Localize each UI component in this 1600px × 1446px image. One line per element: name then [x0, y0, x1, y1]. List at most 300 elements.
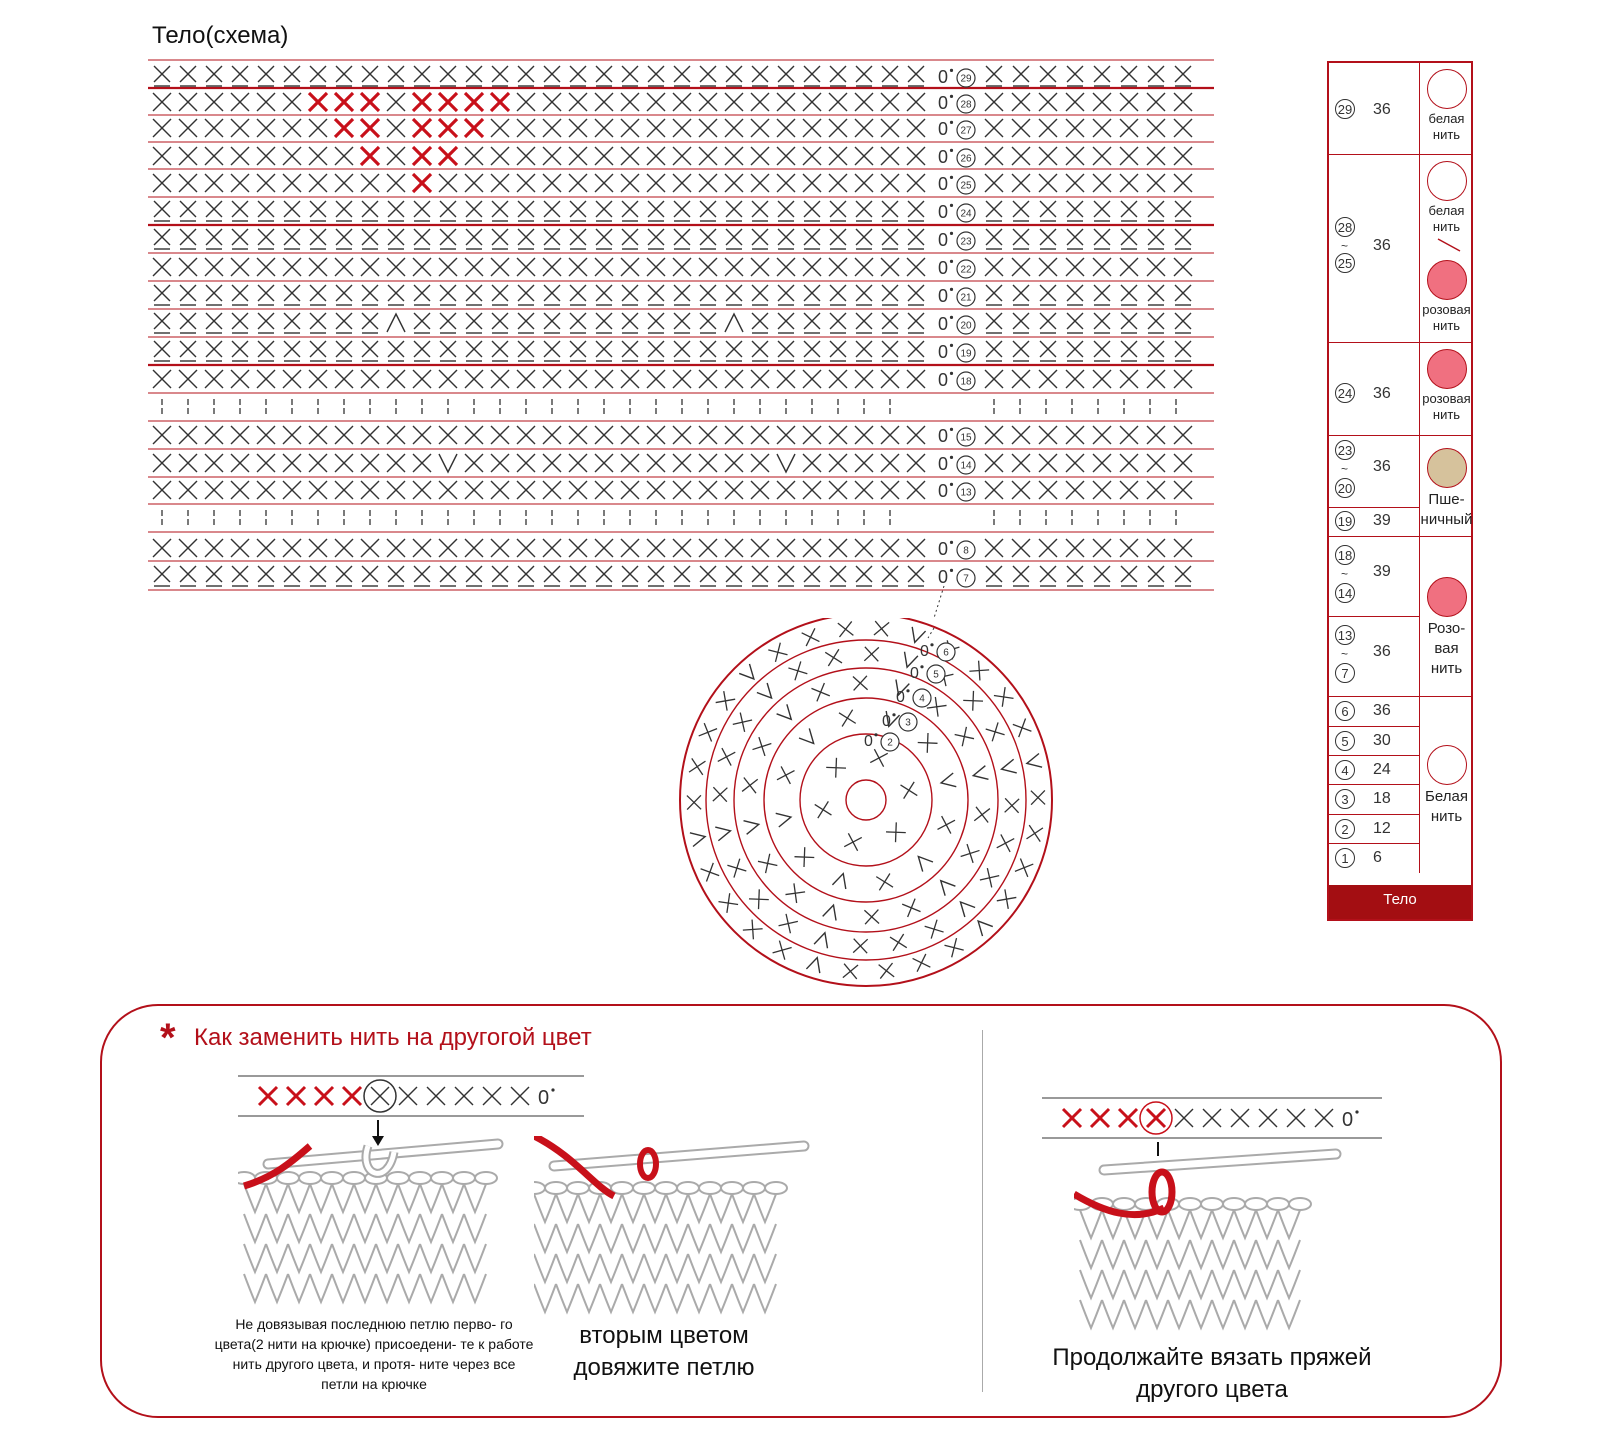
x-stitch-back-loop-icon: [258, 285, 274, 305]
x-stitch-icon: [153, 119, 171, 137]
x-stitch-back-loop-icon: [700, 229, 716, 249]
x-stitch-icon: [309, 174, 327, 192]
x-stitch-icon: [517, 119, 535, 137]
x-stitch-back-loop-icon: [414, 285, 430, 305]
pink-yarn-swatch: [1427, 577, 1467, 617]
x-stitch-icon: [907, 174, 925, 192]
x-stitch-icon: [153, 370, 171, 388]
x-stitch-icon: [511, 1087, 529, 1105]
x-stitch-back-loop-icon: [284, 341, 300, 361]
x-stitch-back-loop-icon: [778, 341, 794, 361]
x-stitch-icon: [881, 370, 899, 388]
x-stitch-icon: [283, 93, 301, 111]
x-stitch-back-loop-icon: [388, 341, 404, 361]
x-stitch-icon: [427, 1087, 445, 1105]
x-stitch-icon: [569, 174, 587, 192]
x-stitch-icon: [595, 174, 613, 192]
x-stitch-back-loop-icon: [544, 66, 560, 86]
x-stitch-icon: [1174, 147, 1192, 165]
row-number: [913, 689, 931, 707]
stitch-count: 24: [1373, 761, 1391, 778]
x-stitch-icon: [777, 370, 795, 388]
lambda-decrease-icon: [725, 314, 743, 332]
x-stitch-icon: [855, 481, 873, 499]
x-stitch-icon: [205, 93, 223, 111]
x-stitch-back-loop-icon: [362, 201, 378, 221]
x-stitch-back-loop-icon: [570, 285, 586, 305]
x-stitch-icon: [621, 426, 639, 444]
x-stitch-icon: [811, 683, 829, 701]
x-stitch-icon: [1039, 258, 1057, 276]
x-stitch-back-loop-icon: [232, 313, 248, 333]
x-stitch-icon: [205, 454, 223, 472]
x-stitch-icon: [1093, 426, 1111, 444]
x-stitch-icon: [335, 481, 353, 499]
x-stitch-icon: [231, 258, 249, 276]
x-stitch-back-loop-icon: [830, 229, 846, 249]
x-stitch-back-loop-icon: [674, 313, 690, 333]
legend-table: [1327, 61, 1473, 921]
v-increase-icon: [799, 728, 819, 748]
x-stitch-back-loop-icon: [258, 566, 274, 586]
x-stitch-back-loop-icon: [388, 229, 404, 249]
v-increase-icon: [832, 871, 850, 889]
chain-start-icon: 0: [920, 643, 929, 660]
x-stitch-icon: [1066, 481, 1084, 499]
x-stitch-icon: [673, 539, 691, 557]
x-stitch-back-loop-icon: [596, 229, 612, 249]
x-stitch-icon: [153, 93, 171, 111]
x-stitch-icon: [517, 426, 535, 444]
v-increase-icon: [955, 897, 975, 917]
x-stitch-back-loop-icon: [752, 229, 768, 249]
x-stitch-icon: [231, 481, 249, 499]
x-stitch-icon: [718, 893, 738, 913]
range-tilde: ~: [1341, 647, 1349, 661]
x-stitch-icon: [881, 119, 899, 137]
chain-start-icon: 0: [938, 230, 949, 250]
x-stitch-icon: [465, 370, 483, 388]
x-stitch-icon: [777, 93, 795, 111]
x-stitch-icon: [985, 147, 1003, 165]
x-stitch-icon: [621, 93, 639, 111]
svg-text:5: 5: [933, 669, 939, 681]
x-stitch-back-loop-icon: [1040, 201, 1056, 221]
x-stitch-icon: [595, 481, 613, 499]
x-stitch-back-loop-icon: [544, 201, 560, 221]
x-stitch-back-loop-icon: [830, 341, 846, 361]
x-stitch-back-loop-icon: [206, 201, 222, 221]
v-increase-icon: [972, 766, 989, 783]
round-number: 29: [1335, 99, 1355, 119]
x-stitch-back-loop-icon: [700, 285, 716, 305]
x-stitch-back-loop-icon: [414, 201, 430, 221]
x-stitch-icon: [855, 93, 873, 111]
chain-start-icon: 0: [938, 67, 949, 87]
x-stitch-icon: [483, 1087, 501, 1105]
x-stitch-back-loop-icon: [1121, 566, 1137, 586]
x-stitch-icon: [205, 539, 223, 557]
chain-start-icon: 0: [938, 258, 949, 278]
x-stitch-back-loop-icon: [518, 201, 534, 221]
x-stitch-icon: [829, 426, 847, 444]
x-stitch-icon: [1120, 481, 1138, 499]
x-stitch-back-loop-icon: [466, 285, 482, 305]
x-stitch-icon: [879, 963, 895, 979]
x-stitch-icon: [413, 539, 431, 557]
x-stitch-back-loop-icon: [388, 66, 404, 86]
x-stitch-icon: [725, 539, 743, 557]
x-stitch-back-loop-icon: [1148, 66, 1164, 86]
x-stitch-back-loop-icon: [1094, 201, 1110, 221]
x-stitch-icon: [179, 258, 197, 276]
x-stitch-back-loop-icon: [310, 285, 326, 305]
x-stitch-back-loop-icon: [700, 66, 716, 86]
x-stitch-back-loop-icon: [570, 66, 586, 86]
x-stitch-back-loop-icon: [1067, 313, 1083, 333]
yarn-label: Розо- вая нить: [1427, 620, 1466, 677]
x-stitch-back-loop-icon: [1121, 201, 1137, 221]
x-stitch-icon: [777, 119, 795, 137]
x-stitch-icon: [335, 454, 353, 472]
x-stitch-back-loop-icon: [726, 285, 742, 305]
x-stitch-back-loop-icon: [830, 201, 846, 221]
red-x-stitch-icon: [335, 93, 353, 111]
x-stitch-back-loop-icon: [1175, 285, 1191, 305]
x-stitch-icon: [465, 426, 483, 444]
x-stitch-icon: [257, 119, 275, 137]
row-number: [957, 95, 975, 113]
x-stitch-icon: [1039, 539, 1057, 557]
x-stitch-back-loop-icon: [1067, 341, 1083, 361]
x-stitch-icon: [621, 258, 639, 276]
white-yarn-swatch: [1427, 161, 1467, 201]
range-tilde: ~: [1341, 239, 1349, 253]
x-stitch-icon: [855, 426, 873, 444]
x-stitch-back-loop-icon: [492, 285, 508, 305]
x-stitch-icon: [465, 147, 483, 165]
x-stitch-icon: [913, 954, 931, 972]
stitch-count: 39: [1373, 512, 1391, 529]
x-stitch-icon: [517, 481, 535, 499]
x-stitch-icon: [1147, 119, 1165, 137]
x-stitch-icon: [876, 874, 893, 891]
x-stitch-icon: [621, 174, 639, 192]
x-stitch-icon: [1012, 370, 1030, 388]
x-stitch-icon: [179, 174, 197, 192]
x-stitch-icon: [647, 119, 665, 137]
v-increase-icon: [739, 664, 759, 684]
x-stitch-back-loop-icon: [986, 566, 1002, 586]
x-stitch-icon: [335, 258, 353, 276]
x-stitch-icon: [543, 454, 561, 472]
chart-row-24: [154, 201, 1191, 222]
svg-text:3: 3: [905, 717, 911, 729]
round-number: 23: [1335, 440, 1355, 460]
x-stitch-back-loop-icon: [596, 285, 612, 305]
x-stitch-back-loop-icon: [362, 285, 378, 305]
x-stitch-back-loop-icon: [908, 66, 924, 86]
x-stitch-icon: [491, 119, 509, 137]
x-stitch-icon: [751, 258, 769, 276]
x-stitch-icon: [179, 454, 197, 472]
x-stitch-back-loop-icon: [648, 201, 664, 221]
x-stitch-icon: [907, 454, 925, 472]
x-stitch-icon: [689, 758, 705, 774]
x-stitch-icon: [673, 119, 691, 137]
x-stitch-icon: [777, 539, 795, 557]
x-stitch-back-loop-icon: [180, 566, 196, 586]
x-stitch-icon: [361, 174, 379, 192]
x-stitch-icon: [945, 938, 964, 957]
x-stitch-icon: [985, 119, 1003, 137]
x-stitch-back-loop-icon: [1094, 566, 1110, 586]
x-stitch-back-loop-icon: [804, 66, 820, 86]
x-stitch-icon: [387, 258, 405, 276]
x-stitch-icon: [309, 426, 327, 444]
x-stitch-back-loop-icon: [362, 66, 378, 86]
x-stitch-icon: [742, 778, 758, 794]
x-stitch-icon: [283, 147, 301, 165]
x-stitch-icon: [725, 426, 743, 444]
x-stitch-icon: [1093, 174, 1111, 192]
x-stitch-icon: [569, 539, 587, 557]
x-stitch-icon: [491, 370, 509, 388]
x-stitch-icon: [997, 889, 1017, 909]
x-stitch-icon: [855, 454, 873, 472]
x-stitch-back-loop-icon: [258, 201, 274, 221]
x-stitch-icon: [699, 723, 717, 741]
x-stitch-back-loop-icon: [882, 285, 898, 305]
x-stitch-icon: [387, 426, 405, 444]
red-x-stitch-icon: [309, 93, 327, 111]
yarn-cell: [1419, 537, 1473, 697]
x-stitch-icon: [1066, 426, 1084, 444]
x-stitch-back-loop-icon: [726, 66, 742, 86]
x-stitch-back-loop-icon: [596, 341, 612, 361]
x-stitch-back-loop-icon: [336, 313, 352, 333]
x-stitch-icon: [455, 1087, 473, 1105]
legend-row: [1329, 63, 1419, 155]
x-stitch-back-loop-icon: [180, 201, 196, 221]
row-number: [957, 204, 975, 222]
x-stitch-icon: [1120, 119, 1138, 137]
x-stitch-back-loop-icon: [336, 201, 352, 221]
x-stitch-icon: [673, 93, 691, 111]
x-stitch-back-loop-icon: [752, 341, 768, 361]
x-stitch-icon: [569, 454, 587, 472]
x-stitch-icon: [902, 899, 920, 917]
x-stitch-icon: [1093, 454, 1111, 472]
red-x-stitch-icon: [439, 119, 457, 137]
panel-divider: [982, 1030, 983, 1392]
x-stitch-back-loop-icon: [284, 285, 300, 305]
x-stitch-back-loop-icon: [336, 566, 352, 586]
v-increase-icon: [823, 903, 841, 921]
x-stitch-icon: [439, 174, 457, 192]
x-stitch-back-loop-icon: [986, 285, 1002, 305]
round-ring: [734, 668, 998, 932]
x-stitch-icon: [413, 370, 431, 388]
x-stitch-icon: [387, 119, 405, 137]
x-stitch-back-loop-icon: [310, 313, 326, 333]
x-stitch-back-loop-icon: [830, 313, 846, 333]
round-number: 14: [1335, 583, 1355, 603]
svg-text:25: 25: [960, 180, 972, 192]
x-stitch-icon: [874, 621, 889, 636]
x-stitch-icon: [1147, 147, 1165, 165]
step2-caption: вторым цветом довяжите петлю: [573, 1322, 755, 1381]
legend-row: [1329, 537, 1419, 617]
x-stitch-icon: [803, 119, 821, 137]
x-stitch-back-loop-icon: [1013, 66, 1029, 86]
x-stitch-back-loop-icon: [336, 285, 352, 305]
chart-row-14: [153, 454, 1192, 474]
x-stitch-icon: [283, 174, 301, 192]
x-stitch-icon: [725, 174, 743, 192]
x-stitch-icon: [725, 147, 743, 165]
x-stitch-back-loop-icon: [1067, 229, 1083, 249]
x-stitch-icon: [673, 147, 691, 165]
x-stitch-icon: [1174, 370, 1192, 388]
x-stitch-icon: [907, 147, 925, 165]
x-stitch-back-loop-icon: [206, 285, 222, 305]
v-increase-icon: [806, 956, 824, 974]
x-stitch-back-loop-icon: [778, 66, 794, 86]
stitch-count: 6: [1373, 849, 1382, 866]
yarn-cell: [1419, 63, 1473, 155]
red-x-stitch-icon: [287, 1087, 305, 1105]
x-stitch-icon: [283, 454, 301, 472]
x-stitch-icon: [870, 749, 888, 767]
x-stitch-icon: [231, 93, 249, 111]
x-stitch-icon: [918, 733, 938, 753]
x-stitch-back-loop-icon: [570, 566, 586, 586]
x-stitch-back-loop-icon: [310, 229, 326, 249]
svg-text:23: 23: [960, 236, 972, 248]
x-stitch-back-loop-icon: [492, 566, 508, 586]
x-stitch-icon: [491, 258, 509, 276]
x-stitch-back-loop-icon: [440, 201, 456, 221]
x-stitch-back-loop-icon: [258, 313, 274, 333]
chain-start-icon: 0: [938, 147, 949, 167]
x-stitch-back-loop-icon: [804, 229, 820, 249]
red-x-stitch-icon: [465, 93, 483, 111]
x-stitch-icon: [699, 539, 717, 557]
x-stitch-back-loop-icon: [362, 341, 378, 361]
x-stitch-back-loop-icon: [622, 341, 638, 361]
x-stitch-back-loop-icon: [284, 201, 300, 221]
x-stitch-icon: [881, 93, 899, 111]
x-stitch-icon: [361, 454, 379, 472]
x-stitch-icon: [1174, 174, 1192, 192]
x-stitch-back-loop-icon: [518, 313, 534, 333]
asterisk-icon: *: [160, 1016, 176, 1060]
x-stitch-back-loop-icon: [1040, 341, 1056, 361]
x-stitch-back-loop-icon: [492, 313, 508, 333]
x-stitch-icon: [907, 370, 925, 388]
x-stitch-back-loop-icon: [1148, 566, 1164, 586]
x-stitch-icon: [777, 426, 795, 444]
x-stitch-back-loop-icon: [492, 341, 508, 361]
svg-text:26: 26: [960, 153, 972, 165]
x-stitch-icon: [727, 859, 746, 878]
red-x-stitch-icon: [259, 1087, 277, 1105]
x-stitch-icon: [439, 539, 457, 557]
x-stitch-icon: [399, 1087, 417, 1105]
x-stitch-back-loop-icon: [466, 201, 482, 221]
x-stitch-icon: [1066, 119, 1084, 137]
x-stitch-icon: [283, 370, 301, 388]
x-stitch-icon: [371, 1087, 389, 1105]
x-stitch-back-loop-icon: [284, 566, 300, 586]
x-stitch-icon: [985, 174, 1003, 192]
x-stitch-icon: [387, 370, 405, 388]
stitch-count: 36: [1373, 458, 1391, 475]
x-stitch-icon: [231, 454, 249, 472]
x-stitch-back-loop-icon: [1013, 313, 1029, 333]
x-stitch-icon: [1259, 1109, 1277, 1127]
x-stitch-icon: [725, 93, 743, 111]
x-stitch-icon: [1147, 426, 1165, 444]
chart-row-19: [154, 341, 1191, 362]
x-stitch-back-loop-icon: [466, 566, 482, 586]
red-x-stitch-icon: [1063, 1109, 1081, 1127]
row-number: [899, 713, 917, 731]
x-stitch-icon: [881, 454, 899, 472]
x-stitch-icon: [491, 147, 509, 165]
x-stitch-icon: [699, 454, 717, 472]
x-stitch-back-loop-icon: [336, 341, 352, 361]
round-number: 1: [1335, 848, 1355, 868]
x-stitch-icon: [439, 258, 457, 276]
step3-stitch-row: [1042, 1096, 1382, 1140]
x-stitch-back-loop-icon: [622, 201, 638, 221]
x-stitch-icon: [826, 758, 846, 778]
x-stitch-back-loop-icon: [856, 341, 872, 361]
step1-hook-illustration: [238, 1116, 508, 1316]
x-stitch-back-loop-icon: [518, 566, 534, 586]
step2-hook-illustration: [534, 1136, 814, 1316]
x-stitch-icon: [907, 93, 925, 111]
x-stitch-back-loop-icon: [804, 566, 820, 586]
x-stitch-back-loop-icon: [752, 566, 768, 586]
x-stitch-icon: [543, 93, 561, 111]
x-stitch-icon: [1120, 174, 1138, 192]
x-stitch-back-loop-icon: [492, 66, 508, 86]
x-stitch-icon: [1093, 539, 1111, 557]
x-stitch-back-loop-icon: [596, 66, 612, 86]
round-ring: [846, 780, 886, 820]
x-stitch-icon: [777, 481, 795, 499]
white-yarn-swatch: [1427, 69, 1467, 109]
x-stitch-icon: [309, 119, 327, 137]
v-increase-icon: [940, 773, 957, 790]
x-stitch-back-loop-icon: [544, 285, 560, 305]
x-stitch-icon: [595, 426, 613, 444]
x-stitch-icon: [803, 426, 821, 444]
x-stitch-icon: [569, 481, 587, 499]
svg-text:27: 27: [960, 125, 972, 137]
x-stitch-back-loop-icon: [518, 341, 534, 361]
x-stitch-icon: [881, 426, 899, 444]
x-stitch-icon: [153, 258, 171, 276]
yarn-cell: [1419, 343, 1473, 436]
x-stitch-back-loop-icon: [570, 229, 586, 249]
legend-row: [1329, 617, 1419, 697]
x-stitch-icon: [1174, 454, 1192, 472]
x-stitch-back-loop-icon: [856, 201, 872, 221]
